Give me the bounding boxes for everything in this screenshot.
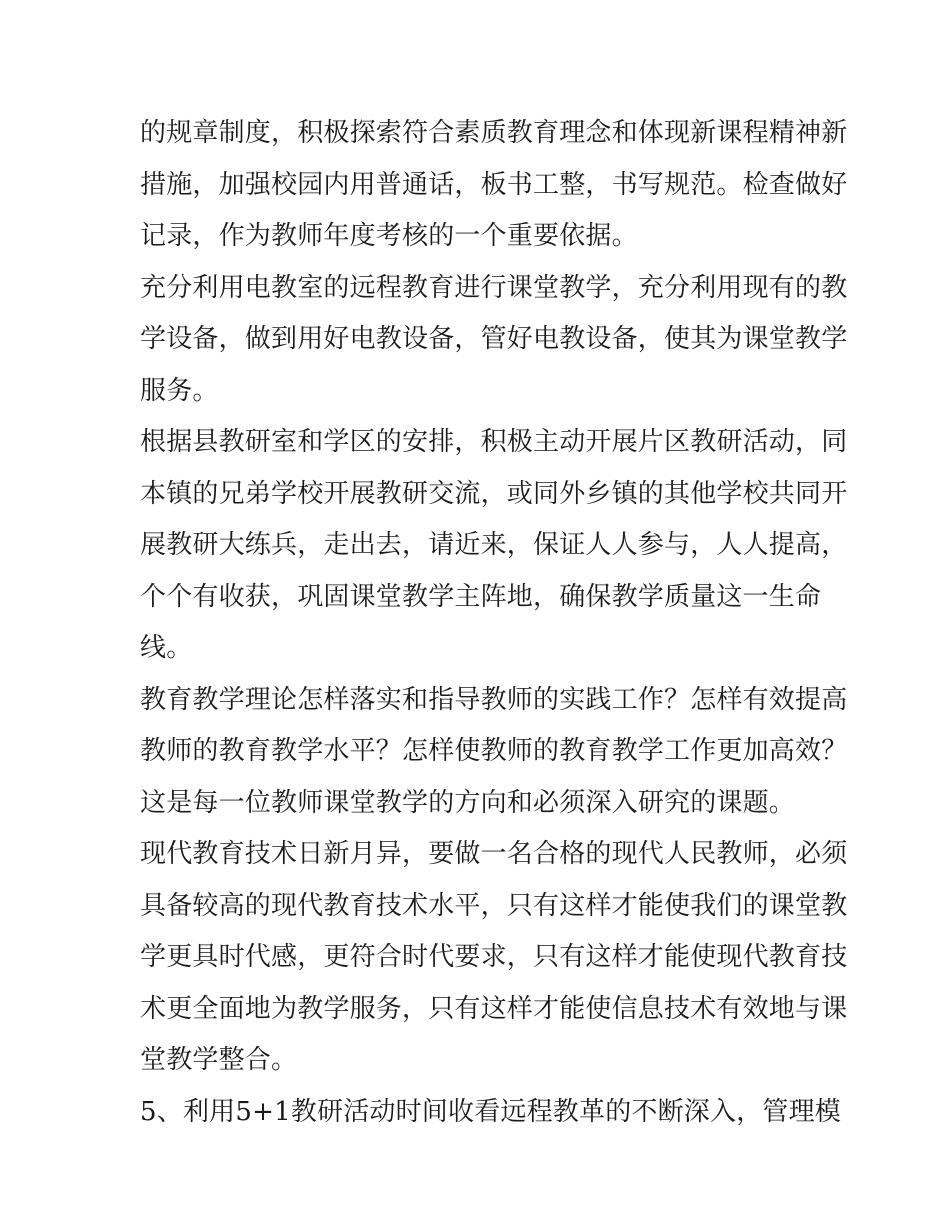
text-line: 本镇的兄弟学校开展教研交流，或同外乡镇的其他学校共同开 <box>140 478 848 509</box>
text-line: 学设备，做到用好电教设备，管好电教设备，使其为课堂教学 <box>140 324 848 354</box>
text-line: 具备较高的现代教育技术水平，只有这样才能使我们的课堂教 <box>140 890 848 921</box>
text-line: 服务。 <box>140 375 219 406</box>
text-line: 的规章制度，积极探索符合素质教育理念和体现新课程精神新 <box>140 118 848 148</box>
text-line: 展教研大练兵，走出去，请近来，保证人人参与，人人提高， <box>140 530 848 560</box>
paragraph-item-5 <box>140 1087 842 1139</box>
text-line: 措施，加强校园内用普通话，板书工整，书写规范。检查做好 <box>140 169 848 200</box>
text-line: 这是每一位教师课堂教学的方向和必须深入研究的课题。 <box>140 787 796 818</box>
text-line: 堂教学整合。 <box>140 1045 298 1075</box>
text-line: 学更具时代感，更符合时代要求，只有这样才能使现代教育技 <box>140 942 848 972</box>
text-line: 教师的教育教学水平？怎样使教师的教育教学工作更加高效？ <box>140 736 848 766</box>
text-line: 线。 <box>140 633 193 663</box>
text-line: 术更全面地为教学服务，只有这样才能使信息技术有效地与课 <box>140 993 848 1024</box>
text-line: 教育教学理论怎样落实和指导教师的实践工作？怎样有效提高 <box>140 684 848 715</box>
paragraph-rules <box>140 108 848 263</box>
paragraph-teaching-research <box>140 417 848 675</box>
paragraph-modern-technology <box>140 829 848 1087</box>
paragraph-theory-questions <box>140 675 848 830</box>
text-line: 充分利用电教室的远程教育进行课堂教学，充分利用现有的教 <box>140 272 848 303</box>
text-line: 个个有收获，巩固课堂教学主阵地，确保教学质量这一生命 <box>140 581 822 612</box>
document-body <box>140 108 848 1138</box>
text-line: 5、利用5+1教研活动时间收看远程教革的不断深入，管理模 <box>140 1096 842 1127</box>
text-line: 根据县教研室和学区的安排，积极主动开展片区教研活动，同 <box>140 427 848 457</box>
text-line: 现代教育技术日新月异，要做一名合格的现代人民教师，必须 <box>140 839 848 869</box>
text-line: 记录，作为教师年度考核的一个重要依据。 <box>140 221 638 251</box>
paragraph-electronic-classroom <box>140 263 848 418</box>
